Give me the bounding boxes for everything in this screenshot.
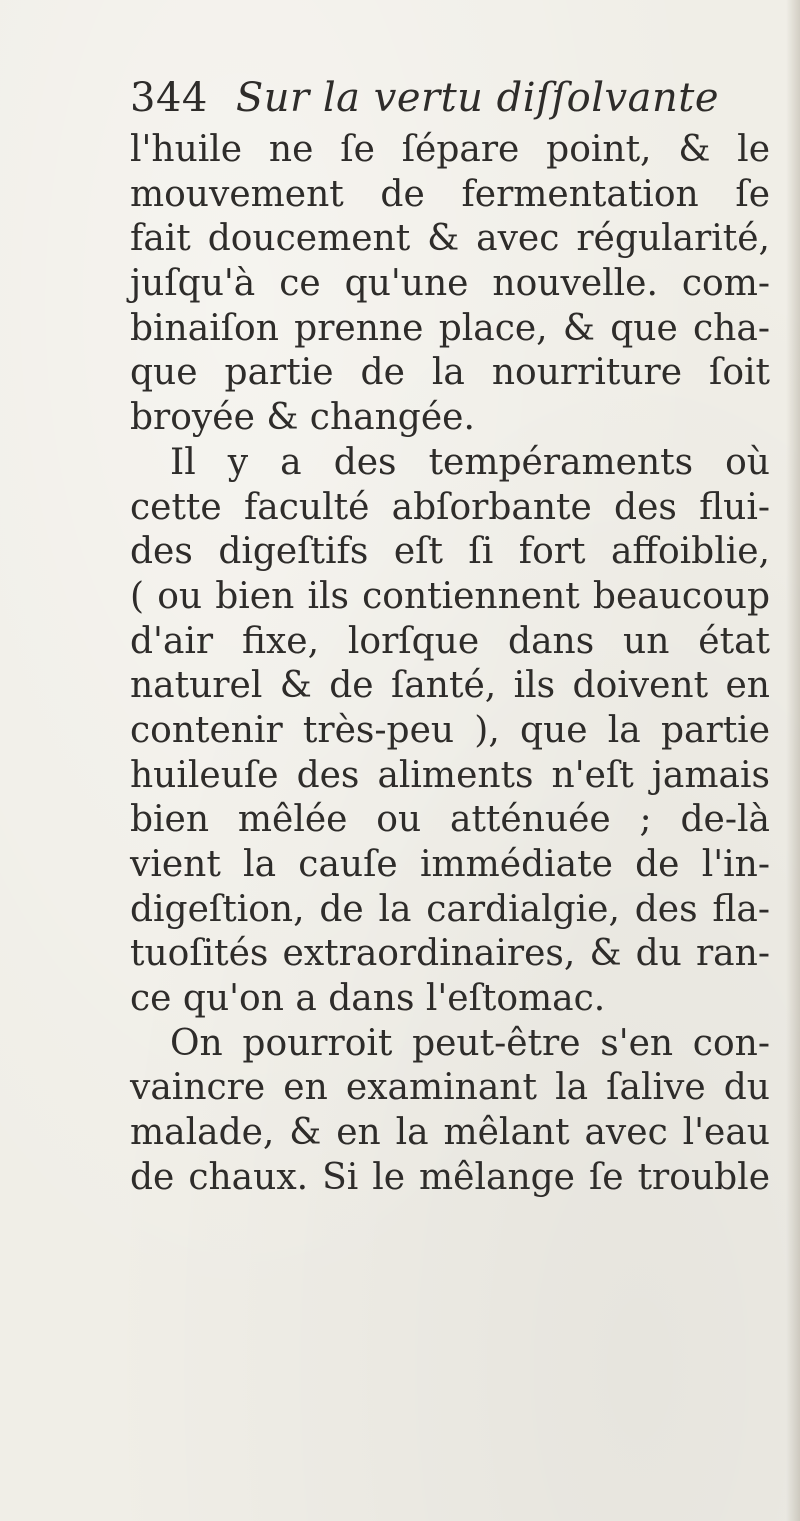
text-line: mouvement de fermentation ſe	[130, 173, 770, 215]
text-line: bien mêlée ou atténuée ; de-là	[130, 799, 770, 841]
text-line: ce qu'on a dans l'eſtomac.	[130, 978, 606, 1020]
text-line: fait doucement & avec régularité,	[130, 218, 770, 260]
text-line: huileuſe des aliments n'eſt jamais	[130, 754, 770, 796]
text-line: contenir très-peu ), que la partie	[130, 709, 770, 751]
page-number: 344	[130, 75, 208, 121]
text-line: tuoſités extraordinaires, & du ran-	[130, 933, 770, 975]
text-line: d'air fixe, lorſque dans un état	[130, 620, 770, 662]
text-line: digeſtion, de la cardialgie, des fla-	[130, 888, 770, 930]
text-line: ( ou bien ils contiennent beaucoup	[130, 575, 770, 617]
text-line: broyée & changée.	[130, 397, 475, 439]
text-line: vaincre en examinant la ſalive du	[130, 1067, 770, 1109]
text-line: de chaux. Si le mêlange ſe trouble	[130, 1156, 770, 1198]
text-line: naturel & de ſanté, ils doivent en	[130, 665, 770, 707]
text-line: On pourroit peut-être s'en con-	[170, 1022, 770, 1064]
text-line: des digeſtifs eſt ſi fort affoiblie,	[130, 531, 770, 573]
text-line: cette faculté abſorbante des flui-	[130, 486, 770, 528]
page-edge-shadow	[786, 0, 800, 1521]
body-text	[130, 128, 770, 1201]
text-line: vient la cauſe immédiate de l'in-	[130, 844, 770, 885]
text-line: l'huile ne ſe ſépare point, & le	[130, 129, 770, 170]
text-line: binaiſon prenne place, & que cha-	[130, 307, 770, 349]
text-line: que partie de la nourriture ſoit	[130, 352, 770, 394]
text-line: malade, & en la mêlant avec l'eau	[130, 1112, 770, 1154]
running-head	[130, 70, 719, 126]
text-line: Il y a des tempéraments où	[170, 441, 770, 483]
text-line: juſqu'à ce qu'une nouvelle. com-	[130, 263, 770, 305]
running-head-title: Sur la vertu diſſolvante	[235, 75, 719, 121]
